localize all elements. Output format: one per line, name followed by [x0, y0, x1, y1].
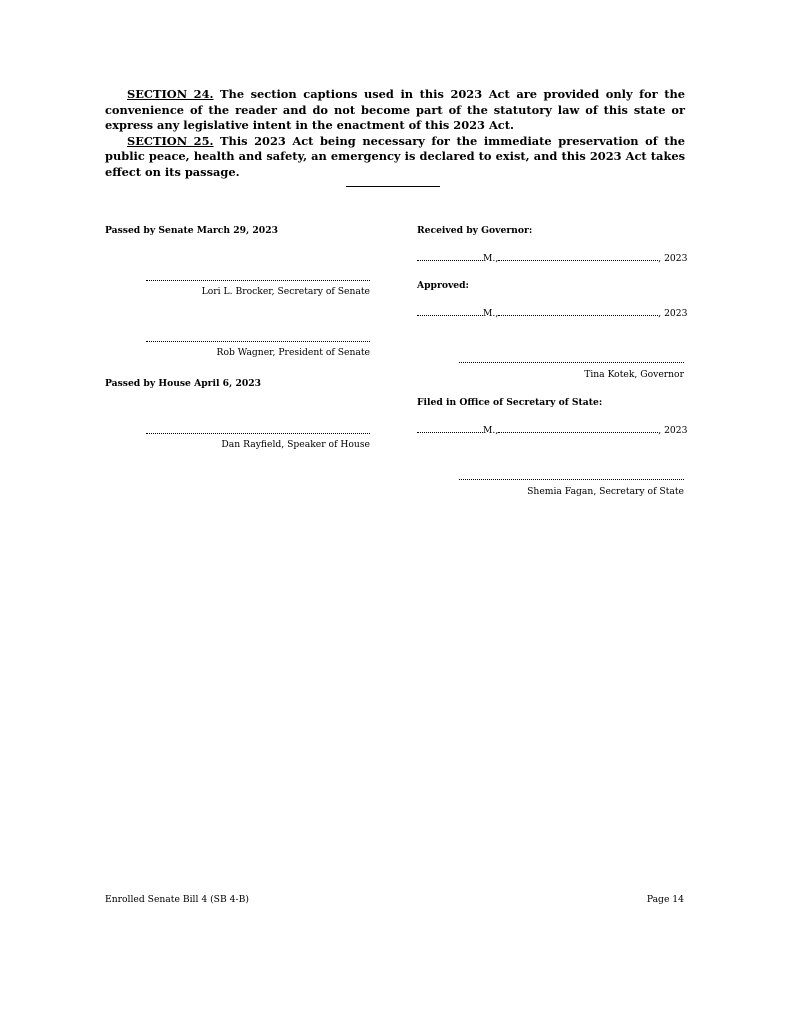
filed-date-m: M., — [483, 425, 499, 436]
senate-passed-label: Passed by Senate March 29, 2023 — [105, 225, 278, 236]
senate-president-signature-line — [146, 341, 370, 342]
received-by-governor-label: Received by Governor: — [417, 225, 533, 236]
section-24-heading: SECTION 24. — [127, 87, 214, 101]
senate-secretary-name: Lori L. Brocker, Secretary of Senate — [201, 286, 370, 297]
approved-date-line — [417, 307, 687, 319]
filed-secretary-of-state-label: Filed in Office of Secretary of State: — [417, 397, 603, 408]
house-passed-label: Passed by House April 6, 2023 — [105, 378, 262, 389]
filed-date-year: , 2023 — [658, 425, 688, 436]
section-text — [105, 87, 685, 181]
received-date-m: M., — [483, 253, 499, 264]
approved-date-m: M., — [483, 308, 499, 319]
governor-name: Tina Kotek, Governor — [584, 369, 684, 380]
senate-secretary-signature-line — [146, 280, 370, 281]
approved-label: Approved: — [417, 280, 469, 291]
section-24-body: The section captions used in this 2023 Act are provided only for the convenience of the reader and do not become part of the statutory law of this state or express any legislative intent in the enactment of this 2023 Act. — [105, 87, 685, 133]
house-speaker-name: Dan Rayfield, Speaker of House — [221, 439, 370, 450]
footer-page-number: Page 14 — [646, 894, 684, 905]
received-date-line — [417, 252, 687, 264]
section-24 — [105, 87, 685, 134]
governor-signature-line — [459, 362, 684, 363]
received-date-year: , 2023 — [658, 253, 688, 264]
house-speaker-signature-line — [146, 433, 370, 434]
section-25-heading: SECTION 25. — [127, 133, 214, 148]
secretary-of-state-signature-line — [459, 479, 684, 480]
secretary-of-state-name: Shemia Fagan, Secretary of State — [527, 486, 684, 497]
approved-date-year: , 2023 — [658, 308, 688, 319]
section-25-body: This 2023 Act being necessary for the immediate preservation of the public peace, health and safety, an emergency is declared to exist, and this 2023 Act takes effect on its passage. — [105, 133, 685, 179]
footer-bill-name: Enrolled Senate Bill 4 (SB 4-B) — [105, 894, 249, 905]
senate-president-name: Rob Wagner, President of Senate — [216, 347, 370, 358]
section-25 — [105, 134, 685, 181]
filed-date-line — [417, 424, 687, 436]
section-end-rule — [346, 186, 440, 187]
